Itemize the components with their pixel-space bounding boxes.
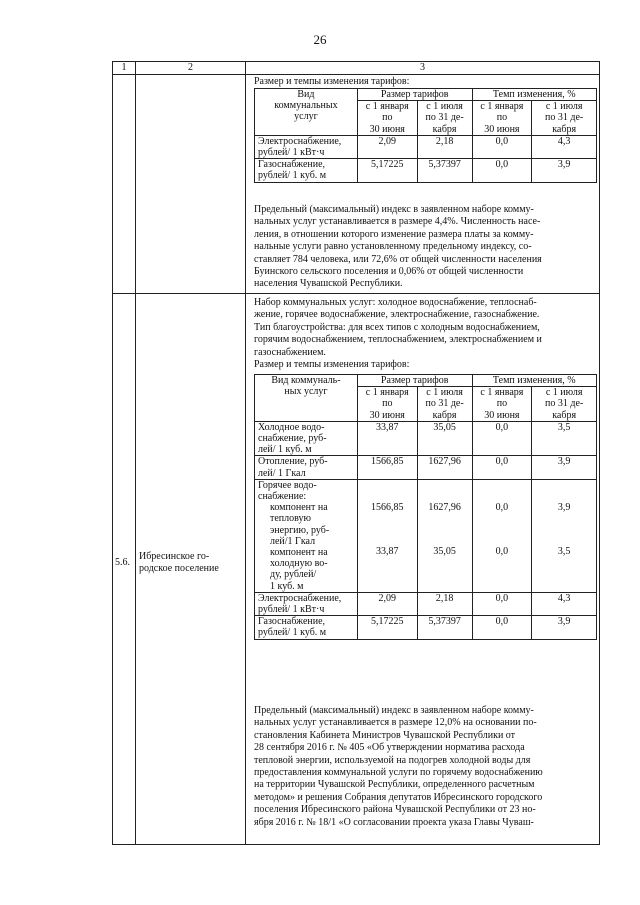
frame-right xyxy=(599,61,600,845)
frame-row-divider xyxy=(112,293,600,294)
table-row: Электроснабжение, рублей/ 1 кВт·ч 2,09 2,18 0,0 4,3 xyxy=(255,592,597,615)
period-jan-jun: с 1 января по 30 июня xyxy=(357,101,417,136)
page-number: 26 xyxy=(313,32,327,47)
row-number: 5.6. xyxy=(115,557,130,568)
period-jul-dec: с 1 июля по 31 де- кабря xyxy=(532,101,597,136)
col-rate-header: Темп изменения, % xyxy=(472,89,596,101)
services-intro: Набор коммунальных услуг: холодное водоснабжение, теплоснаб- жение, горячее водоснабжение, электроснабжение, газоснабжение. Тип благоустройства: для всех типов с холодным водоснабжением, горячим водоснабжением, теплоснабжением, электроснабжением и газоснабжением. Размер и темпы изменения тарифов: xyxy=(254,297,542,371)
index-paragraph-ibresi: Предельный (максимальный) индекс в заявленном наборе комму- нальных услуг устанавливается в размере 12,0% на основании по- становления Кабинета Министров Чувашской Республики от 28 сентября 2016 г. № 405 «Об утверждении норматива расхода тепловой энергии, используемой на подогрев холодной воды для предоставления коммунальной услуги по горячему водоснабжению на территории Чувашской Республики, определенного расчетным методом» и решения Собрания депутатов Ибресинского городского поселения Ибресинского района Чувашской Республики от 23 но- ября 2016 г. № 18/1 «О согласовании проекта указа Главы Чуваш- xyxy=(254,705,543,828)
table-row: Газоснабжение, рублей/ 1 куб. м 5,17225 5,37397 0,0 3,9 xyxy=(255,159,597,182)
column-header-1: 1 xyxy=(121,62,127,73)
column-header-3: 3 xyxy=(420,62,425,73)
period-jul-dec: с 1 июля по 31 де- кабря xyxy=(417,101,472,136)
tariff-table-ibresi xyxy=(254,374,597,640)
frame-left xyxy=(112,61,113,845)
period-jan-jun: с 1 января по 30 июня xyxy=(472,101,532,136)
table-row: Холодное водо- снабжение, руб- лей/ 1 куб. м 33,87 35,05 0,0 3,5 xyxy=(255,421,597,456)
table-row: Электроснабжение, рублей/ 1 кВт·ч 2,09 2,18 0,0 4,3 xyxy=(255,135,597,158)
frame-col2-divider xyxy=(245,61,246,845)
table-row: Газоснабжение, рублей/ 1 куб. м 5,17225 5,37397 0,0 3,9 xyxy=(255,616,597,639)
col-size-header: Размер тарифов xyxy=(357,375,472,387)
column-header-2: 2 xyxy=(188,62,193,73)
col-type-header: Вид коммуналь- ных услуг xyxy=(255,375,358,422)
col-rate-header: Темп изменения, % xyxy=(472,375,596,387)
tariff-table-buinsk xyxy=(254,88,597,183)
tariffs-heading: Размер и темпы изменения тарифов: xyxy=(254,76,410,87)
period-jan-jun: с 1 января по 30 июня xyxy=(472,387,532,422)
table-row: Отопление, руб- лей/ 1 Гкал 1566,85 1627,96 0,0 3,9 xyxy=(255,456,597,479)
period-jul-dec: с 1 июля по 31 де- кабря xyxy=(532,387,597,422)
settlement-name: Ибресинское го- родское поселение xyxy=(139,551,219,575)
index-paragraph-buinsk: Предельный (максимальный) индекс в заявленном наборе комму- нальных услуг устанавливается в размере 4,4%. Численность насе- ления, в отношении которого изменение размера платы за комму- нальные услуги равно установленному предельному индексу, со- ставляет 784 человека, или 72,6% от общей численности населения Буинского сельского поселения и 0,06% от общей численности населения Чувашской Республики. xyxy=(254,204,542,290)
frame-col1-divider xyxy=(135,61,136,845)
col-type-header: Вид коммунальных услуг xyxy=(255,89,358,136)
period-jan-jun: с 1 января по 30 июня xyxy=(357,387,417,422)
table-row: Горячее водо- снабжение: компонент на тепловую энергию, руб- лей/1 Гкал компонент на холодную во- ду, рублей/ 1 куб. м 1566,85 33,87 1627,96 35,05 0,0 0,0 3,9 3,5 xyxy=(255,479,597,592)
frame-bottom xyxy=(112,844,600,845)
col-size-header: Размер тарифов xyxy=(357,89,472,101)
period-jul-dec: с 1 июля по 31 де- кабря xyxy=(417,387,472,422)
